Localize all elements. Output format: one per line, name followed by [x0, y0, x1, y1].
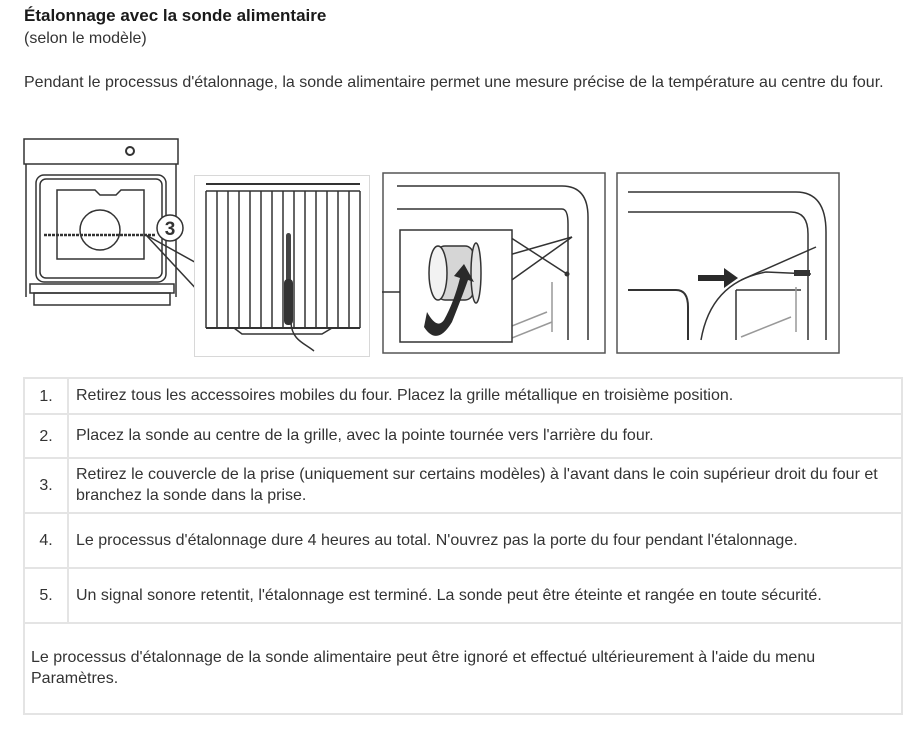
oven-front-illustration: [20, 135, 200, 310]
step-text: Le processus d'étalonnage dure 4 heures au total. N'ouvrez pas la porte du four pendant l'étalonnage.: [68, 513, 902, 568]
step-number: 1.: [24, 378, 68, 414]
note-row: [24, 623, 902, 714]
step-text: Retirez tous les accessoires mobiles du four. Placez la grille métallique en troisième position.: [68, 378, 902, 414]
oven-icon: [20, 135, 200, 310]
socket-cover-icon: [382, 172, 606, 354]
probe-plug-illustration: [616, 172, 840, 354]
step-number: 2.: [24, 414, 68, 458]
step-row: [24, 568, 902, 623]
step-row: [24, 513, 902, 568]
step-row: [24, 378, 902, 414]
rack-position-label: 3: [164, 219, 176, 240]
probe-plug-icon: [616, 172, 840, 354]
rack-probe-illustration: [194, 175, 370, 357]
step-row: [24, 458, 902, 513]
step-text: Placez la sonde au centre de la grille, avec la pointe tournée vers l'arrière du four.: [68, 414, 902, 458]
step-number: 4.: [24, 513, 68, 568]
section-title: Étalonnage avec la sonde alimentaire: [24, 6, 327, 25]
rack-position-badge: [157, 215, 183, 241]
rack-icon: [194, 175, 370, 357]
step-number: 3.: [24, 458, 68, 513]
step-text: Un signal sonore retentit, l'étalonnage est terminé. La sonde peut être éteinte et rangée en toute sécurité.: [68, 568, 902, 623]
step-row: [24, 414, 902, 458]
intro-paragraph: Pendant le processus d'étalonnage, la sonde alimentaire permet une mesure précise de la température au centre du four.: [24, 74, 884, 91]
section-subtitle: (selon le modèle): [24, 30, 147, 47]
steps-table: [23, 377, 903, 715]
step-number: 5.: [24, 568, 68, 623]
illustrations: [0, 135, 913, 360]
note-text: Le processus d'étalonnage de la sonde alimentaire peut être ignoré et effectué ultérieurement à l'aide du menu Paramètres.: [24, 623, 902, 714]
step-text: Retirez le couvercle de la prise (uniquement sur certains modèles) à l'avant dans le coin supérieur droit du four et branchez la sonde dans la prise.: [68, 458, 902, 513]
socket-cover-illustration: [382, 172, 606, 354]
